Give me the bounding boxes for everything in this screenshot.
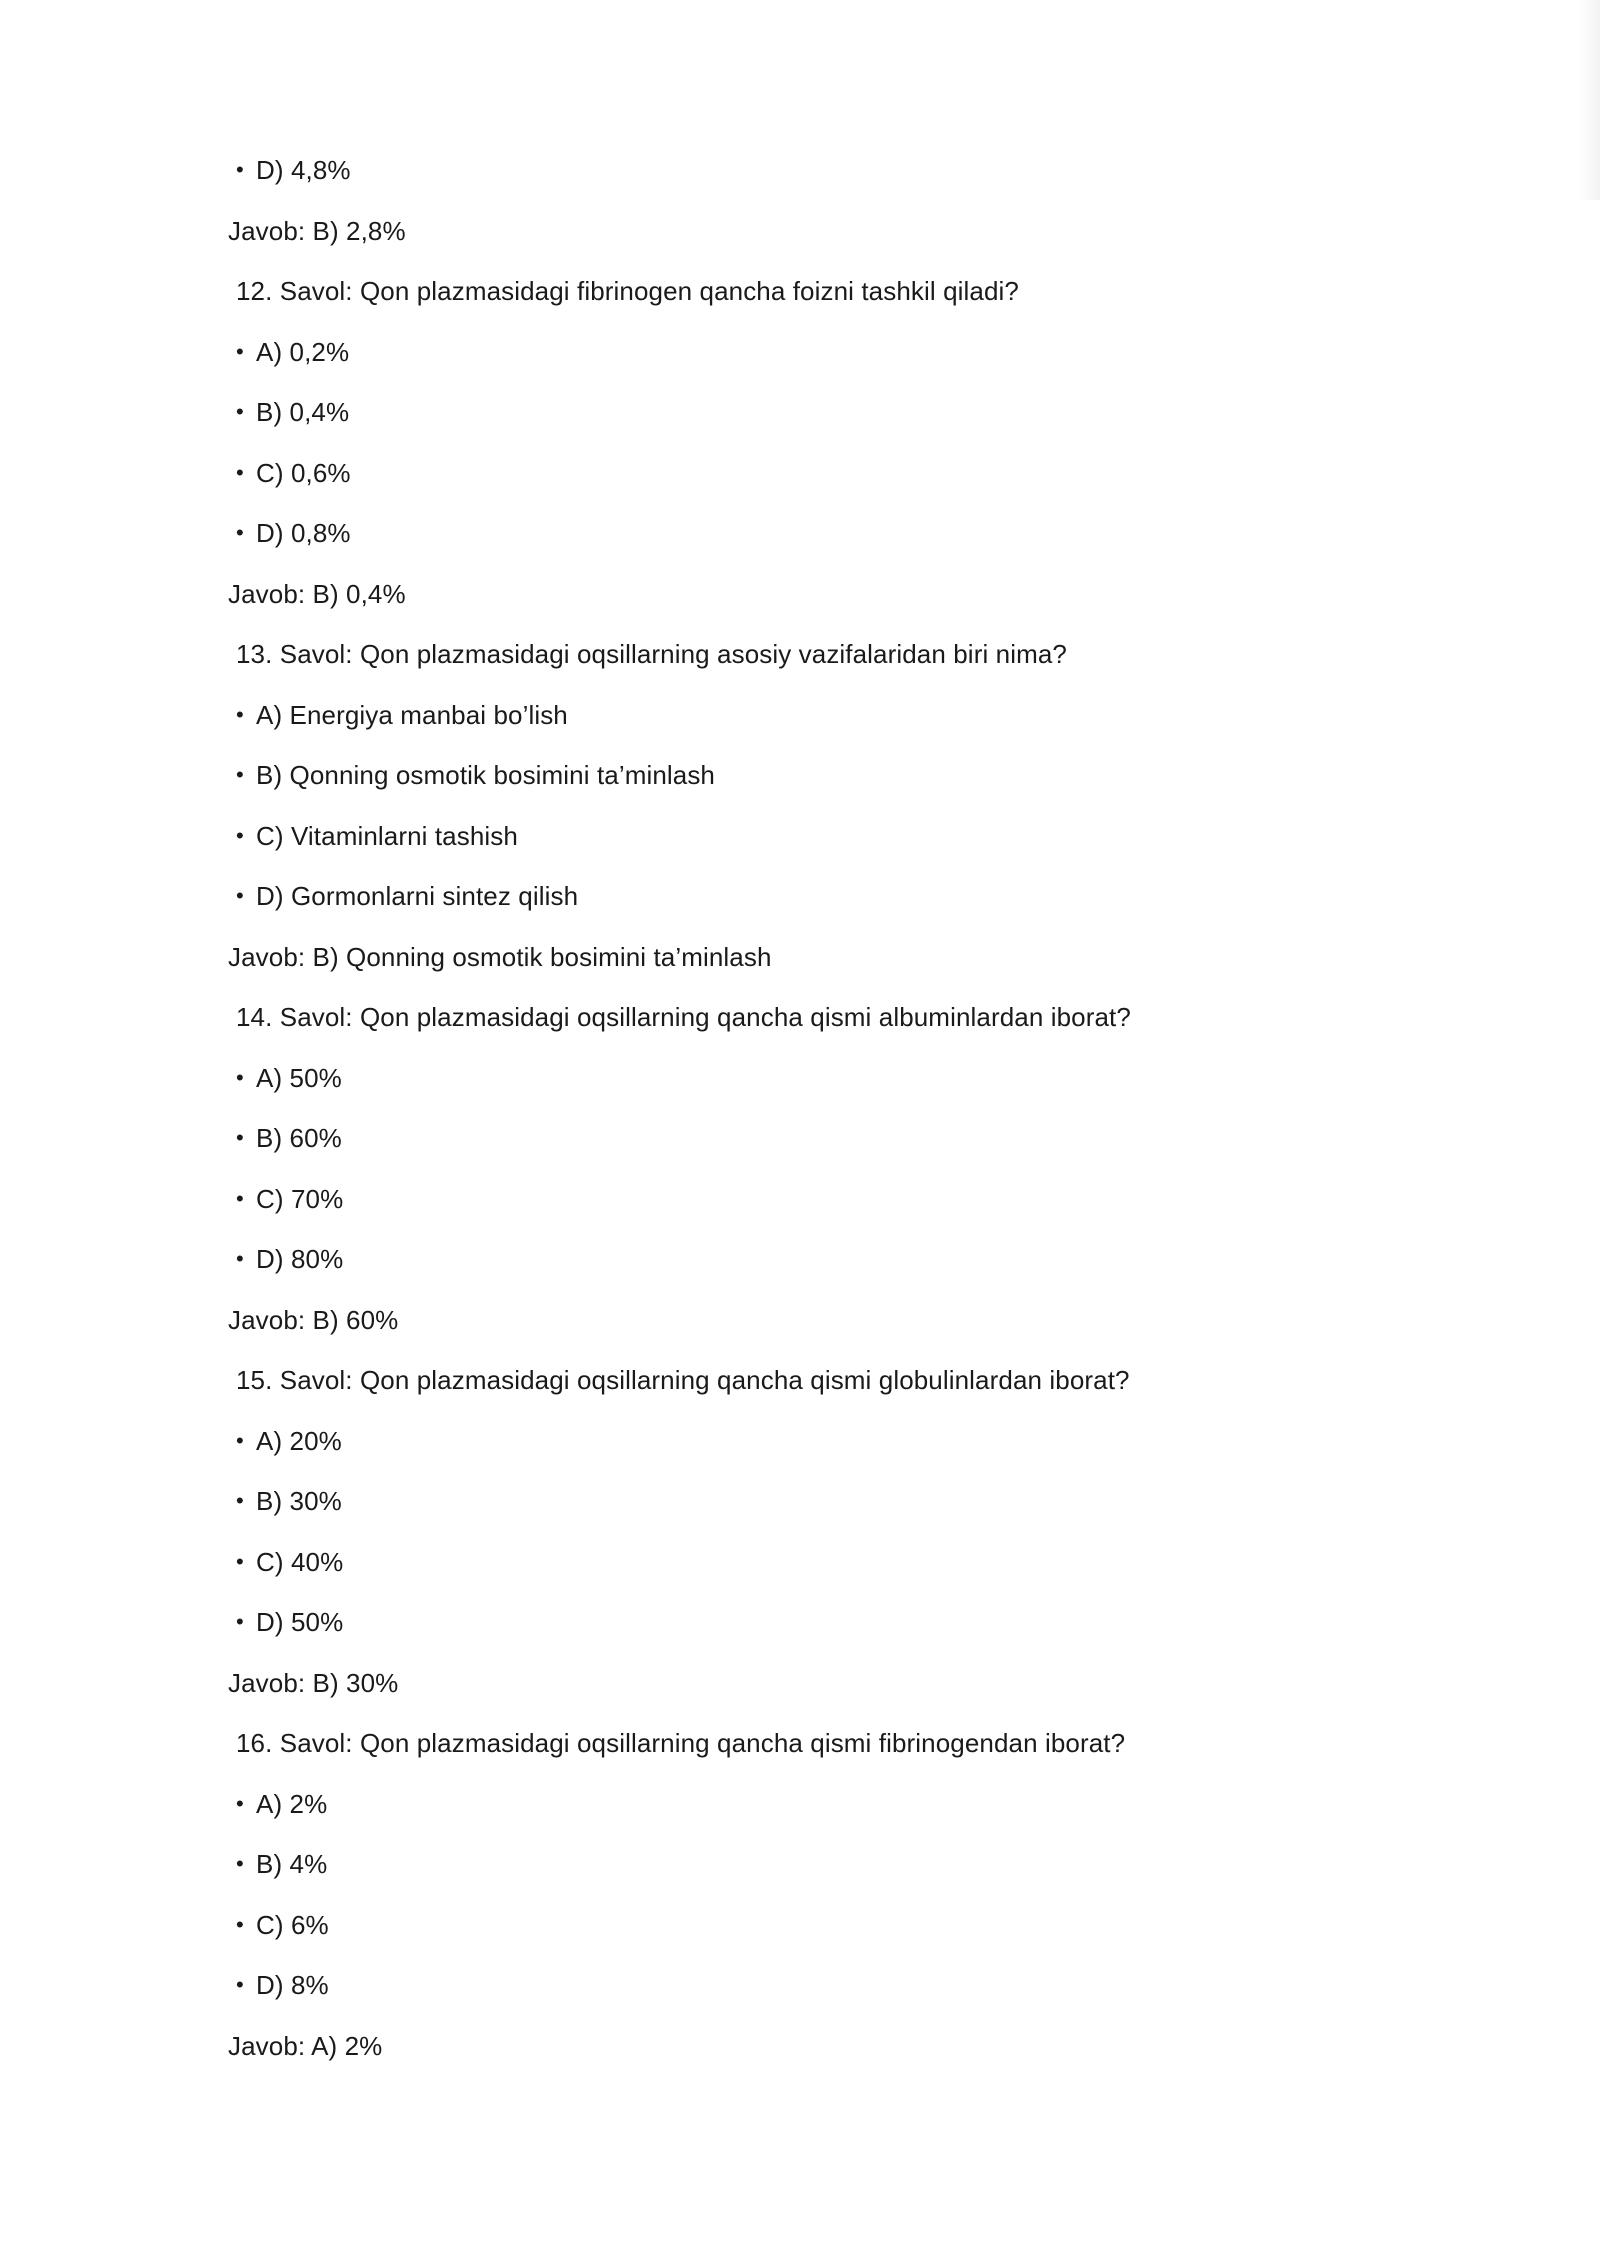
option-text: A) 2% (256, 1788, 328, 1819)
bullet-icon: • (236, 459, 244, 485)
option-text: C) 6% (256, 1909, 329, 1940)
option-text: B) Qonning osmotik bosimini ta’minlash (256, 760, 715, 790)
answer-key: Javob: B) 2,8% (228, 215, 406, 246)
option-text: C) Vitaminlarni tashish (256, 820, 518, 851)
answer-option (228, 755, 1428, 816)
bullet-icon: • (236, 1246, 244, 1271)
bullet-icon: • (236, 1185, 244, 1211)
bullet-icon: • (236, 762, 244, 787)
option-text: C) 70% (256, 1183, 344, 1214)
bullet-icon: • (236, 1911, 244, 1937)
answer-option (228, 876, 1428, 937)
option-text: C) 40% (256, 1546, 344, 1577)
answer-key: Javob: B) 0,4% (228, 578, 406, 609)
question-text: 12. Savol: Qon plazmasidagi fibrinogen qancha foizni tashkil qiladi? (236, 276, 1019, 306)
answer-option (228, 1179, 1428, 1240)
answer-option (228, 1905, 1428, 1966)
bullet-icon: • (236, 1125, 244, 1150)
answer-option (228, 1542, 1428, 1603)
option-text: B) 4% (256, 1849, 328, 1879)
option-text: B) 60% (256, 1123, 342, 1153)
option-text: D) 50% (256, 1607, 344, 1637)
answer-option (228, 1239, 1428, 1300)
answer-key: Javob: B) 60% (228, 1304, 399, 1335)
bullet-icon: • (236, 1427, 244, 1453)
answer-option (228, 1965, 1428, 2026)
bullet-icon: • (236, 520, 244, 545)
answer-option (228, 392, 1428, 453)
bullet-icon: • (236, 1851, 244, 1876)
question-text: 14. Savol: Qon plazmasidagi oqsillarning qancha qismi albuminlardan iborat? (236, 1002, 1131, 1032)
bullet-icon: • (236, 1790, 244, 1816)
option-text: D) 0,8% (256, 518, 351, 548)
bullet-icon: • (236, 1488, 244, 1513)
answer-option (228, 1784, 1428, 1845)
answer-option (228, 695, 1428, 756)
answer-option (228, 332, 1428, 393)
option-text: D) Gormonlarni sintez qilish (256, 881, 579, 911)
bullet-icon: • (236, 822, 244, 848)
bullet-icon: • (236, 338, 244, 364)
question-text: 15. Savol: Qon plazmasidagi oqsillarning qancha qismi globulinlardan iborat? (236, 1365, 1130, 1395)
option-text: D) 4,8% (256, 155, 351, 185)
question-text: 13. Savol: Qon plazmasidagi oqsillarning asosiy vazifalaridan biri nima? (236, 639, 1067, 669)
bullet-icon: • (236, 1064, 244, 1090)
answer-option (228, 513, 1428, 574)
bullet-icon: • (236, 701, 244, 727)
answer-key: Javob: A) 2% (228, 2030, 383, 2061)
option-text: B) 0,4% (256, 397, 350, 427)
answer-option (228, 150, 1428, 211)
answer-option (228, 1058, 1428, 1119)
answer-key: Javob: B) Qonning osmotik bosimini ta’minlash (228, 941, 772, 972)
answer-option (228, 1844, 1428, 1905)
question-text: 16. Savol: Qon plazmasidagi oqsillarning qancha qismi fibrinogendan iborat? (236, 1728, 1126, 1758)
bullet-icon: • (236, 883, 244, 908)
option-text: D) 8% (256, 1970, 329, 2000)
page-edge-shadow (1580, 0, 1600, 200)
option-text: D) 80% (256, 1244, 344, 1274)
answer-key: Javob: B) 30% (228, 1667, 399, 1698)
option-text: A) 20% (256, 1425, 342, 1456)
option-text: A) Energiya manbai bo’lish (256, 699, 568, 730)
document-body (228, 150, 1428, 2086)
answer-option (228, 1118, 1428, 1179)
answer-option (228, 453, 1428, 514)
bullet-icon: • (236, 1609, 244, 1634)
answer-option (228, 1602, 1428, 1663)
option-text: A) 0,2% (256, 336, 350, 367)
option-text: B) 30% (256, 1486, 342, 1516)
bullet-icon: • (236, 399, 244, 424)
bullet-icon: • (236, 157, 244, 182)
answer-option (228, 816, 1428, 877)
option-text: A) 50% (256, 1062, 342, 1093)
bullet-icon: • (236, 1972, 244, 1997)
answer-option (228, 1421, 1428, 1482)
option-text: C) 0,6% (256, 457, 351, 488)
bullet-icon: • (236, 1548, 244, 1574)
answer-option (228, 1481, 1428, 1542)
